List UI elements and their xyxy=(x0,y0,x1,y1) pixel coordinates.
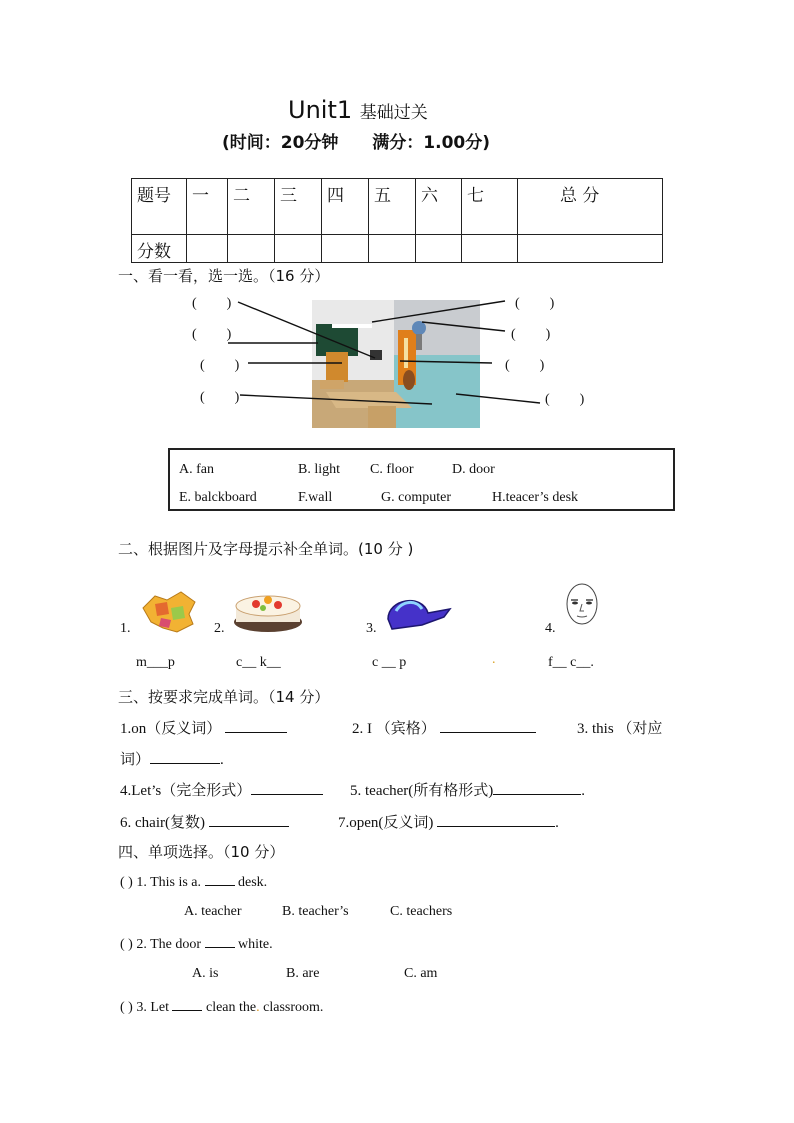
answer-paren[interactable]: ( ) xyxy=(200,390,240,405)
page-subtitle xyxy=(222,128,490,153)
mc-option[interactable]: A. is xyxy=(192,966,219,981)
question: 1.on（反义词） xyxy=(120,717,287,738)
door-window xyxy=(404,338,408,368)
item-number: 4. xyxy=(545,621,556,636)
answer-blank[interactable] xyxy=(225,720,287,733)
mc-option[interactable]: B. are xyxy=(286,966,320,981)
page-title xyxy=(288,96,428,124)
score-table-score-row xyxy=(132,235,663,263)
computer-icon xyxy=(370,350,382,360)
score-input-cell[interactable] xyxy=(322,235,369,263)
answer-blank[interactable] xyxy=(205,873,235,886)
answer-blank[interactable] xyxy=(440,720,536,733)
mc-question: ( ) 1. This is a. desk. xyxy=(120,875,268,890)
answer-blank[interactable] xyxy=(251,782,323,795)
score-table-cell: 分数 xyxy=(132,235,187,263)
mc-option[interactable]: B. teacher’s xyxy=(282,904,349,919)
option: A. fan xyxy=(179,462,214,477)
question: 4.Let’s（完全形式） xyxy=(120,779,323,800)
option: H.teacer’s desk xyxy=(492,490,579,505)
score-input-cell[interactable] xyxy=(275,235,322,263)
desk-left xyxy=(320,380,344,389)
score-input-cell[interactable] xyxy=(518,235,663,263)
question: 2. I （宾格） xyxy=(352,717,536,738)
score-table xyxy=(131,178,663,263)
cap-icon xyxy=(382,591,452,635)
mc-option[interactable]: C. am xyxy=(404,966,438,981)
answer-paren[interactable]: ( ) xyxy=(192,327,232,342)
score-input-cell[interactable] xyxy=(187,235,228,263)
option: D. door xyxy=(452,462,495,477)
item-number: 2. xyxy=(214,621,225,636)
section1-heading: 一、看一看，选一选。（16 分） xyxy=(118,267,330,285)
score-input-cell[interactable] xyxy=(369,235,416,263)
score-input-cell[interactable] xyxy=(228,235,275,263)
answer-blank[interactable] xyxy=(172,998,202,1011)
answer-paren[interactable]: ( ) xyxy=(505,358,545,373)
score-table-cell: 七 xyxy=(462,179,518,235)
option: F.wall xyxy=(298,490,333,505)
answer-paren[interactable]: ( ) xyxy=(545,392,585,407)
time-limit: (时间：20分钟 xyxy=(222,133,339,153)
option: E. balckboard xyxy=(179,490,257,505)
desk-front xyxy=(368,406,396,428)
mc-question: ( ) 2. The door white. xyxy=(120,937,273,952)
stray-dot: . xyxy=(492,652,496,667)
score-table-cell: 五 xyxy=(369,179,416,235)
question: 6. chair(复数) xyxy=(120,811,289,832)
item-number: 1. xyxy=(120,621,131,636)
mc-option[interactable]: C. teachers xyxy=(390,904,453,919)
answer-blank[interactable] xyxy=(150,751,220,764)
score-table-cell: 一 xyxy=(187,179,228,235)
answer-blank[interactable] xyxy=(205,935,235,948)
option: G. computer xyxy=(381,490,451,505)
item-number: 3. xyxy=(366,621,377,636)
option: B. light xyxy=(298,462,341,477)
fan-stand xyxy=(416,334,422,350)
answer-paren[interactable]: ( ) xyxy=(200,358,240,373)
word-blank[interactable]: c __ p xyxy=(372,655,407,670)
score-input-cell[interactable] xyxy=(462,235,518,263)
score-table-cell: 六 xyxy=(416,179,462,235)
options-box xyxy=(168,448,675,511)
section4-heading: 四、单项选择。（10 分） xyxy=(118,843,285,861)
answer-paren[interactable]: ( ) xyxy=(511,327,551,342)
answer-blank[interactable] xyxy=(493,782,581,795)
answer-paren[interactable]: ( ) xyxy=(515,296,555,311)
question: 5. teacher(所有格形式) . xyxy=(350,783,586,799)
section2-heading: 二、根据图片及字母提示补全单词。(10 分 ) xyxy=(118,540,414,558)
word-blank[interactable]: m___p xyxy=(136,655,175,670)
title-sub: 基础过关 xyxy=(359,103,428,123)
answer-paren[interactable]: ( ) xyxy=(192,296,232,311)
question: 7.open(反义词) . xyxy=(338,815,559,831)
face-icon xyxy=(562,580,602,630)
cake-icon xyxy=(232,590,304,634)
blackboard xyxy=(316,324,358,356)
word-blank[interactable]: f__ c__. xyxy=(548,655,594,670)
china-map-icon xyxy=(137,588,199,636)
answer-blank[interactable] xyxy=(209,814,289,827)
score-table-header-row xyxy=(132,179,663,235)
score-table-cell: 题号 xyxy=(132,179,187,235)
score-table-cell: 总 分 xyxy=(518,179,663,235)
fan-icon xyxy=(412,321,426,335)
option: C. floor xyxy=(370,462,414,477)
answer-blank[interactable] xyxy=(437,814,555,827)
word-blank[interactable]: c__ k__ xyxy=(236,655,281,670)
mc-question: ( ) 3. Let clean the. classroom. xyxy=(120,1000,324,1015)
mc-option[interactable]: A. teacher xyxy=(184,904,242,919)
score-input-cell[interactable] xyxy=(416,235,462,263)
title-main: Unit1 xyxy=(288,96,353,124)
podium xyxy=(326,352,348,382)
classroom-illustration xyxy=(312,300,480,428)
question: 3. this （对应 xyxy=(577,721,663,737)
score-table-cell: 四 xyxy=(322,179,369,235)
score-table-cell: 二 xyxy=(228,179,275,235)
score-table-cell: 三 xyxy=(275,179,322,235)
section3-heading: 三、按要求完成单词。（14 分） xyxy=(118,688,330,706)
full-score: 满分：1.00分) xyxy=(372,133,490,153)
question: 词） . xyxy=(120,752,224,768)
light-icon xyxy=(332,324,372,328)
teddy-bear-icon xyxy=(403,370,415,390)
